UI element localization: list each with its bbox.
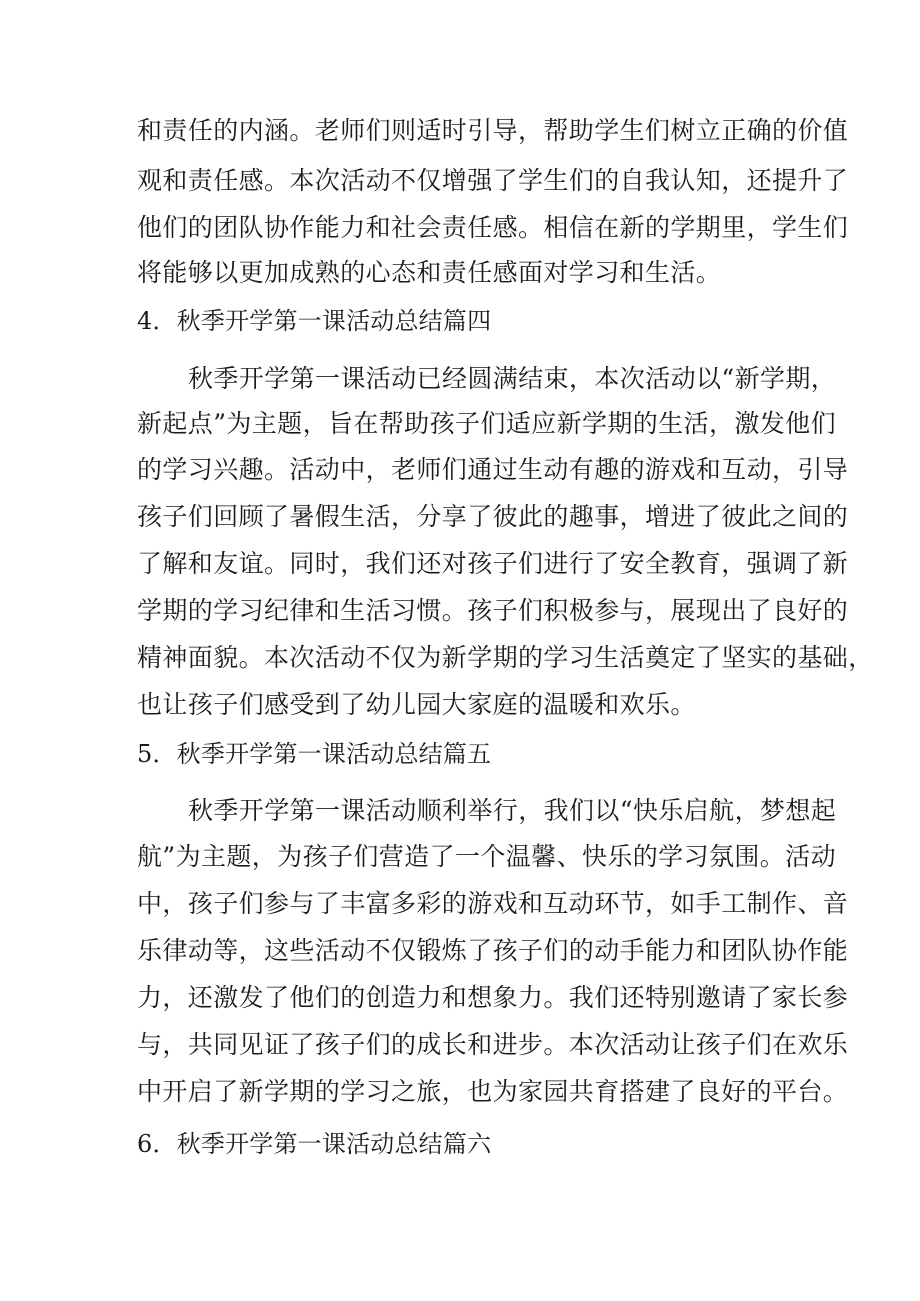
paragraph-line: 新起点”为主题，旨在帮助孩子们适应新学期的生活，激发他们 xyxy=(137,409,836,438)
paragraph-line: 精神面貌。本次活动不仅为新学期的学习生活奠定了坚实的基础， xyxy=(137,643,874,672)
paragraph-line: 航”为主题，为孩子们营造了一个温馨、快乐的学习氛围。活动 xyxy=(137,842,836,871)
paragraph-line: 秋季开学第一课活动顺利举行，我们以“快乐启航，梦想起 xyxy=(188,796,837,825)
paragraph-line: 学期的学习纪律和生活习惯。孩子们积极参与，展现出了良好的 xyxy=(137,596,849,625)
paragraph-line: 与，共同见证了孩子们的成长和进步。本次活动让孩子们在欢乐 xyxy=(137,1030,849,1059)
paragraph-line: 乐律动等，这些活动不仅锻炼了孩子们的动手能力和团队协作能 xyxy=(137,936,849,965)
section-heading-5: 5．秋季开学第一课活动总结篇五 xyxy=(137,740,492,768)
paragraph-line: 的学习兴趣。活动中，老师们通过生动有趣的游戏和互动，引导 xyxy=(137,455,849,484)
paragraph-line: 中开启了新学期的学习之旅，也为家园共育搭建了良好的平台。 xyxy=(137,1077,849,1106)
section-heading-6: 6．秋季开学第一课活动总结篇六 xyxy=(137,1130,492,1158)
section-heading-4: 4．秋季开学第一课活动总结篇四 xyxy=(137,307,492,335)
paragraph-line: 秋季开学第一课活动已经圆满结束，本次活动以“新学期， xyxy=(188,364,837,393)
paragraph-line: 力，还激发了他们的创造力和想象力。我们还特别邀请了家长参 xyxy=(137,983,849,1012)
paragraph-line: 也让孩子们感受到了幼儿园大家庭的温暖和欢乐。 xyxy=(137,690,696,719)
paragraph-line: 了解和友谊。同时，我们还对孩子们进行了安全教育，强调了新 xyxy=(137,549,849,578)
paragraph-line: 和责任的内涵。老师们则适时引导，帮助学生们树立正确的价值 xyxy=(137,116,849,145)
paragraph-line: 孩子们回顾了暑假生活，分享了彼此的趣事，增进了彼此之间的 xyxy=(137,502,849,531)
paragraph-line: 将能够以更加成熟的心态和责任感面对学习和生活。 xyxy=(137,258,722,287)
paragraph-line: 中，孩子们参与了丰富多彩的游戏和互动环节，如手工制作、音 xyxy=(137,889,849,918)
paragraph-line: 他们的团队协作能力和社会责任感。相信在新的学期里，学生们 xyxy=(137,213,849,242)
paragraph-line: 观和责任感。本次活动不仅增强了学生们的自我认知，还提升了 xyxy=(137,166,849,195)
